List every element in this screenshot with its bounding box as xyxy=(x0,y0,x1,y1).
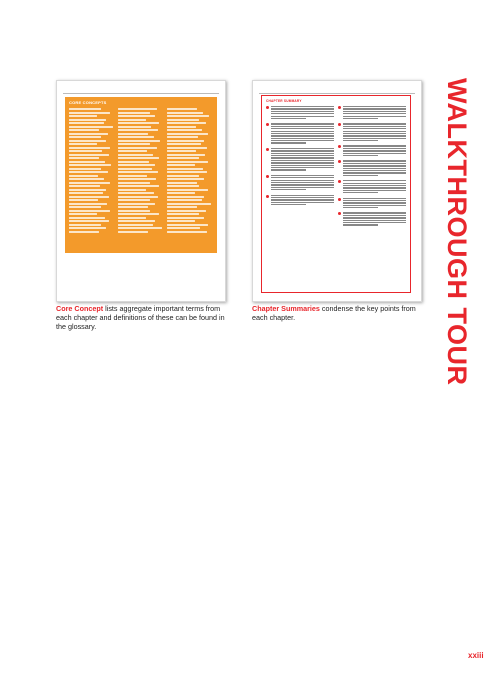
term-line xyxy=(69,227,106,229)
summary-bullet-icon xyxy=(338,180,341,183)
summary-text-line xyxy=(271,116,334,117)
summary-bullet-icon xyxy=(266,148,269,151)
summary-bullet-icon xyxy=(338,212,341,215)
summary-text-line xyxy=(271,138,334,139)
summary-text-line xyxy=(343,145,406,146)
term-line xyxy=(69,196,109,198)
summary-text-line xyxy=(343,123,406,124)
term-line xyxy=(167,192,195,194)
term-line xyxy=(69,161,105,163)
summary-text-line xyxy=(271,153,334,154)
term-line xyxy=(167,182,197,184)
summary-point xyxy=(266,148,334,172)
chapter-summaries-caption xyxy=(252,304,424,322)
summary-text-line xyxy=(343,200,406,201)
summary-text-line xyxy=(343,155,378,156)
summary-text-line xyxy=(343,187,406,188)
summary-point xyxy=(338,123,406,142)
term-line xyxy=(167,224,208,226)
term-line xyxy=(167,164,195,166)
summary-text-line xyxy=(271,111,334,112)
term-line xyxy=(69,150,102,152)
summary-text-line xyxy=(343,150,406,151)
summary-text-line xyxy=(271,175,334,176)
term-line xyxy=(118,157,159,159)
summary-bullet-icon xyxy=(266,106,269,109)
summary-text-line xyxy=(271,113,334,114)
term-line xyxy=(69,189,106,191)
summary-text-line xyxy=(271,195,334,196)
summary-bullet-icon xyxy=(266,175,269,178)
summary-text-line xyxy=(343,108,406,109)
summary-text-line xyxy=(343,153,406,154)
summary-text-line xyxy=(271,157,334,158)
summary-text-line xyxy=(271,133,334,134)
term-line xyxy=(69,108,101,110)
term-line xyxy=(118,122,159,124)
summary-point xyxy=(338,212,406,226)
chapter-summary-title: CHAPTER SUMMARY xyxy=(266,99,302,103)
summary-text-line xyxy=(343,106,406,107)
summary-text-line xyxy=(271,187,334,188)
core-concepts-caption-lead: Core Concept xyxy=(56,304,104,313)
term-line xyxy=(167,112,203,114)
summary-text-line xyxy=(271,106,334,107)
term-line xyxy=(69,157,99,159)
term-line xyxy=(118,119,146,121)
term-line xyxy=(118,164,155,166)
term-line xyxy=(69,182,110,184)
term-line xyxy=(118,112,150,114)
term-line xyxy=(167,227,200,229)
term-line xyxy=(69,171,108,173)
term-line xyxy=(69,140,106,142)
term-column xyxy=(167,108,213,250)
summary-text-line xyxy=(271,150,334,151)
summary-text-line xyxy=(343,133,406,134)
term-line xyxy=(118,171,158,173)
term-line xyxy=(118,189,146,191)
term-line xyxy=(167,168,203,170)
summary-bullet-icon xyxy=(338,198,341,201)
term-line xyxy=(69,192,103,194)
term-line xyxy=(167,161,208,163)
term-line xyxy=(118,178,156,180)
term-line xyxy=(167,133,208,135)
term-line xyxy=(69,126,113,128)
summary-text-line xyxy=(343,138,406,139)
summary-text-line xyxy=(271,189,306,190)
chapter-summary-box xyxy=(261,95,411,293)
summary-point xyxy=(266,195,334,207)
term-line xyxy=(69,220,109,222)
term-line xyxy=(69,133,108,135)
term-line xyxy=(167,217,204,219)
term-line xyxy=(118,217,146,219)
summary-bullet-icon xyxy=(266,195,269,198)
term-line xyxy=(167,196,204,198)
running-header xyxy=(259,87,415,94)
summary-text-line xyxy=(271,180,334,181)
term-line xyxy=(69,217,105,219)
summary-text-line xyxy=(343,183,406,184)
term-line xyxy=(167,178,204,180)
term-line xyxy=(118,161,149,163)
term-line xyxy=(167,140,204,142)
term-line xyxy=(118,147,157,149)
term-line xyxy=(69,147,110,149)
term-line xyxy=(69,154,109,156)
term-line xyxy=(167,199,202,201)
summary-text-line xyxy=(343,116,406,117)
term-line xyxy=(69,168,101,170)
summary-text-line xyxy=(343,185,406,186)
term-line xyxy=(69,231,99,233)
term-line xyxy=(167,175,199,177)
term-line xyxy=(167,231,207,233)
term-line xyxy=(69,203,107,205)
summary-column-right xyxy=(338,106,406,288)
term-line xyxy=(69,206,101,208)
summary-text-line xyxy=(271,140,334,141)
term-line xyxy=(69,210,110,212)
term-line xyxy=(118,140,160,142)
summary-text-line xyxy=(271,118,306,119)
term-line xyxy=(118,150,147,152)
term-line xyxy=(167,213,199,215)
summary-text-line xyxy=(343,128,406,129)
summary-text-line xyxy=(343,135,406,136)
term-line xyxy=(118,199,150,201)
term-line xyxy=(167,189,208,191)
summary-text-line xyxy=(343,126,406,127)
term-line xyxy=(118,129,158,131)
term-line xyxy=(118,220,155,222)
term-line xyxy=(118,203,155,205)
summary-text-line xyxy=(343,205,406,206)
term-line xyxy=(167,119,199,121)
summary-text-line xyxy=(343,131,406,132)
summary-column-left xyxy=(266,106,334,288)
summary-text-line xyxy=(343,220,406,221)
summary-bullet-icon xyxy=(338,106,341,109)
chapter-summary-page-thumbnail xyxy=(252,80,422,302)
summary-text-line xyxy=(343,215,406,216)
summary-text-line xyxy=(271,135,334,136)
summary-text-line xyxy=(343,111,406,112)
summary-text-line xyxy=(343,170,406,171)
term-column xyxy=(118,108,164,250)
term-line xyxy=(69,143,97,145)
term-line xyxy=(167,220,195,222)
term-line xyxy=(69,199,98,201)
term-line xyxy=(69,136,101,138)
term-line xyxy=(118,115,155,117)
summary-point xyxy=(266,175,334,192)
core-concepts-page-thumbnail xyxy=(56,80,226,302)
summary-text-line xyxy=(343,118,378,119)
summary-text-line xyxy=(343,224,378,225)
term-line xyxy=(118,133,148,135)
summary-text-line xyxy=(343,160,406,161)
term-line xyxy=(167,203,211,205)
summary-text-line xyxy=(271,126,334,127)
term-line xyxy=(69,185,100,187)
chapter-summaries-caption-text: condense the key points from each chapter. xyxy=(252,304,416,322)
summary-text-line xyxy=(343,212,406,213)
core-concepts-caption-text: lists aggregate important terms from each chapter and definitions of these can be found in the glossary. xyxy=(56,304,225,331)
summary-bullet-icon xyxy=(338,145,341,148)
summary-text-line xyxy=(343,113,406,114)
term-column xyxy=(69,108,115,250)
term-line xyxy=(118,126,151,128)
core-concepts-caption xyxy=(56,304,228,331)
summary-text-line xyxy=(343,140,378,141)
summary-text-line xyxy=(271,204,306,205)
summary-text-line xyxy=(271,142,306,143)
term-line xyxy=(118,227,162,229)
core-concepts-title: CORE CONCEPTS xyxy=(69,100,107,105)
summary-bullet-icon xyxy=(338,123,341,126)
term-line xyxy=(167,136,198,138)
term-line xyxy=(69,178,104,180)
term-line xyxy=(118,182,150,184)
term-line xyxy=(167,129,202,131)
walkthrough-tour-heading: WALKTHROUGH TOUR xyxy=(442,78,472,386)
summary-bullet-icon xyxy=(266,123,269,126)
summary-text-line xyxy=(271,123,334,124)
summary-text-line xyxy=(271,169,306,170)
summary-text-line xyxy=(343,168,406,169)
summary-text-line xyxy=(271,177,334,178)
summary-text-line xyxy=(343,163,406,164)
summary-point xyxy=(266,106,334,120)
term-line xyxy=(167,122,206,124)
term-line xyxy=(118,136,154,138)
page-number: xxiii xyxy=(468,651,484,660)
term-line xyxy=(167,108,197,110)
term-line xyxy=(69,224,101,226)
term-line xyxy=(118,185,159,187)
summary-text-line xyxy=(343,192,378,193)
summary-text-line xyxy=(343,165,406,166)
term-line xyxy=(167,154,205,156)
summary-text-line xyxy=(343,217,406,218)
term-line xyxy=(69,175,98,177)
term-line xyxy=(69,112,110,114)
summary-text-line xyxy=(343,172,406,173)
summary-text-line xyxy=(343,202,406,203)
summary-text-line xyxy=(343,207,378,208)
term-line xyxy=(167,171,207,173)
term-line xyxy=(118,206,148,208)
summary-point xyxy=(338,180,406,194)
term-line xyxy=(118,224,153,226)
summary-point xyxy=(338,106,406,120)
core-concepts-term-columns xyxy=(69,108,213,250)
term-line xyxy=(118,143,150,145)
term-line xyxy=(118,108,157,110)
summary-point xyxy=(338,160,406,177)
summary-text-line xyxy=(271,184,334,185)
summary-text-line xyxy=(343,180,406,181)
summary-text-line xyxy=(271,162,334,163)
summary-text-line xyxy=(271,108,334,109)
summary-point xyxy=(266,123,334,145)
term-line xyxy=(167,210,206,212)
term-line xyxy=(118,192,154,194)
term-line xyxy=(69,129,99,131)
term-line xyxy=(167,157,199,159)
summary-text-line xyxy=(343,198,406,199)
summary-text-line xyxy=(271,165,334,166)
term-line xyxy=(69,115,97,117)
summary-text-line xyxy=(271,160,334,161)
term-line xyxy=(69,122,104,124)
term-line xyxy=(69,119,106,121)
term-line xyxy=(69,164,111,166)
summary-text-line xyxy=(271,202,334,203)
summary-text-line xyxy=(271,182,334,183)
summary-text-line xyxy=(343,190,406,191)
summary-point xyxy=(338,145,406,157)
summary-text-line xyxy=(271,167,334,168)
term-line xyxy=(69,213,97,215)
summary-point xyxy=(338,198,406,210)
term-line xyxy=(167,115,209,117)
summary-text-line xyxy=(271,128,334,129)
term-line xyxy=(167,185,199,187)
term-line xyxy=(167,150,196,152)
summary-text-line xyxy=(271,155,334,156)
term-line xyxy=(118,175,147,177)
summary-text-line xyxy=(271,131,334,132)
summary-text-line xyxy=(343,148,406,149)
summary-bullet-icon xyxy=(338,160,341,163)
term-line xyxy=(167,126,196,128)
running-header xyxy=(63,87,219,94)
term-line xyxy=(167,143,201,145)
term-line xyxy=(118,213,159,215)
summary-text-line xyxy=(271,197,334,198)
term-line xyxy=(118,231,148,233)
summary-text-line xyxy=(271,199,334,200)
core-concepts-box xyxy=(65,97,217,253)
term-line xyxy=(118,210,150,212)
term-line xyxy=(167,206,197,208)
term-line xyxy=(118,154,153,156)
term-line xyxy=(118,196,158,198)
chapter-summaries-caption-lead: Chapter Summaries xyxy=(252,304,320,313)
term-line xyxy=(118,168,152,170)
summary-text-line xyxy=(343,222,406,223)
summary-text-line xyxy=(271,148,334,149)
term-line xyxy=(167,147,207,149)
summary-text-line xyxy=(343,175,378,176)
